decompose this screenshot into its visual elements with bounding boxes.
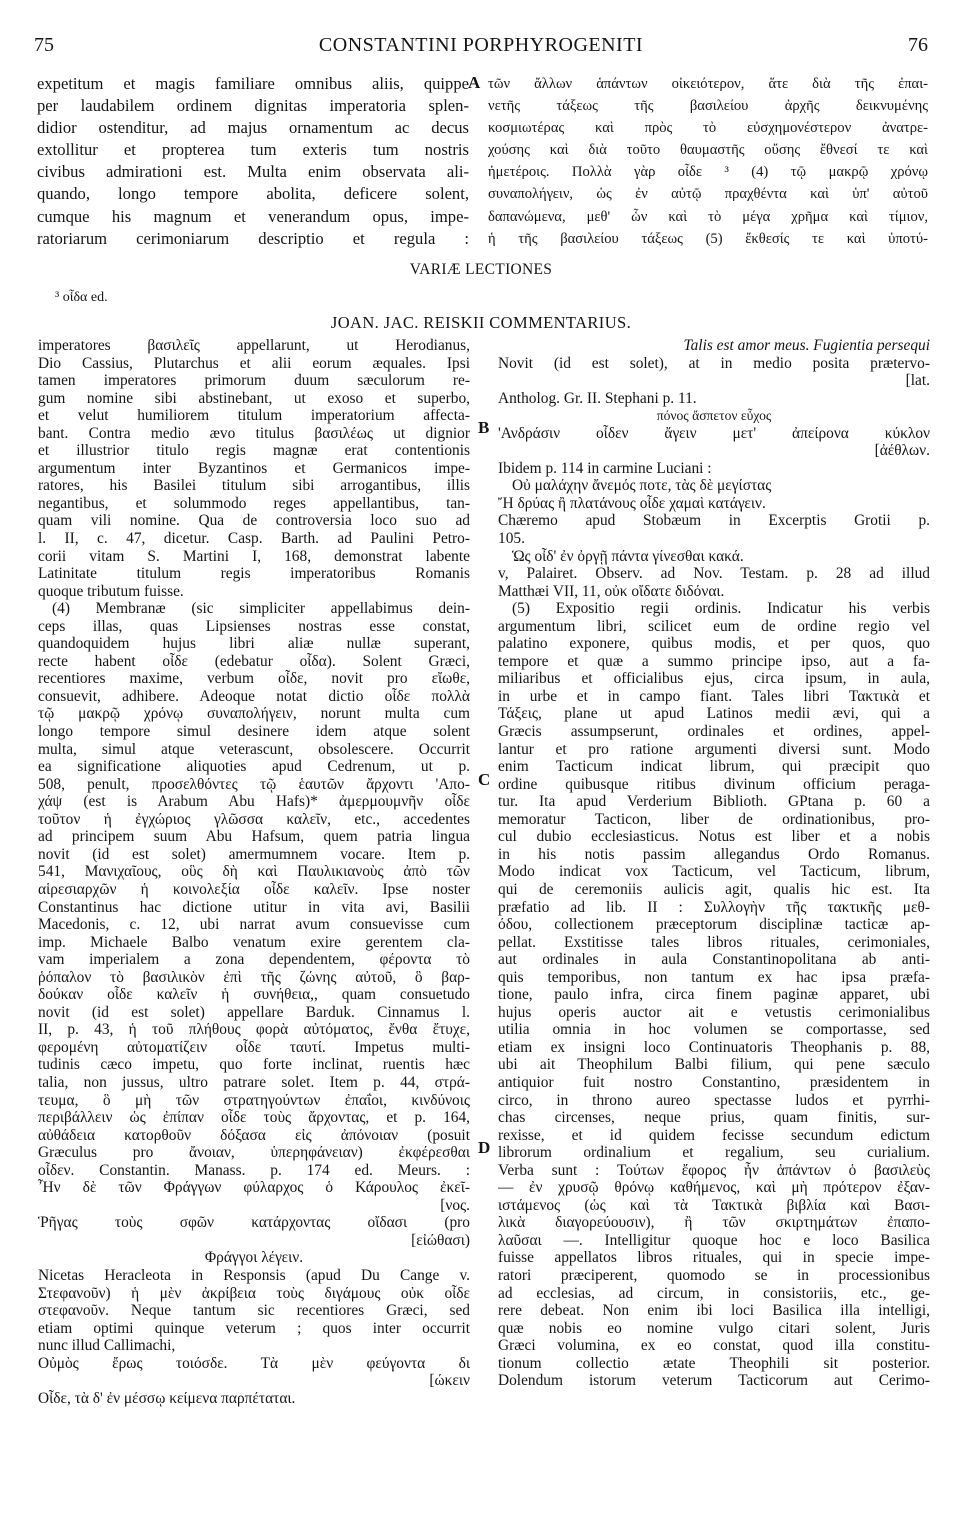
text-line: Οὐ μαλάχην ἄνεμός ποτε, τὰς δὲ μεγίστας <box>512 477 772 495</box>
text-line: quæ nobis eo nomine vulgo citari solent, Juris <box>498 1319 930 1337</box>
greek-text-column <box>488 73 928 250</box>
text-line: Latinitate titulum regis imperatoribus Romanis <box>38 565 470 583</box>
text-line: tione, paulo infra, circa finem paginæ apparet, ubi <box>498 986 930 1004</box>
text-line: Constantinus hac dictione utitur in vita avi, Basilii <box>38 898 470 916</box>
text-line: όδου, collectionem præceptorum disciplinæ tacticæ ap- <box>498 916 930 934</box>
text-line: (5) Expositio regii ordinis. Indicatur his verbis <box>512 600 930 618</box>
text-line: Φράγγοι λέγειν. <box>204 1249 304 1267</box>
text-line: talia, non jussus, ultro patrare solet. Item p. 44, στρά- <box>38 1073 470 1091</box>
text-line: etiam ex insigni loco Continuatoris Theophanis p. 88, <box>498 1038 930 1056</box>
text-line: Οὐμὸς ἔρως τοιόσδε. Τὰ μὲν φεύγοντα δι <box>38 1354 470 1372</box>
text-line: recte habent οἶδε (edebatur οἶδα). Solent Græci, <box>38 652 470 670</box>
text-line: 508, penult, προσελθόντες τῷ ἑαυτῶν ἄρχοντι 'Απο- <box>38 775 470 793</box>
text-line: Στεφανοῦν) ἡ μὲν ἀκρίβεια τοὺς διγάμους οὐκ οἶδε <box>38 1284 470 1302</box>
text-line: II, p. 43, ἡ τοῦ πλήθους φορὰ αὐτόματος, ἔνθα ἔτυχε, <box>38 1021 470 1039</box>
text-line: Ἦν δὲ τῶν Φράγγων φύλαρχος ὁ Κάρουλος ἐκεῖ- <box>38 1179 470 1197</box>
text-line: longo tempore simul desinere idem atque solent <box>38 723 470 741</box>
text-line: στεφανοῦν. Neque tantum sic recentiores Græci, sed <box>38 1302 470 1320</box>
text-line: κοσμιωτέρας καὶ πρὸς τὸ εὐσχημονέστερον ἀνατρε- <box>488 120 928 137</box>
text-line: gum nomine sibi abstinebant, ut exoso et superbo, <box>38 389 470 407</box>
text-line: utilia omnia in hoc volumen se comportasse, sed <box>498 1021 930 1039</box>
text-line: φερομένη αὐτοματίζειν οἶδε ταυτί. Impetus multi- <box>38 1038 470 1056</box>
margin-letter-c: C <box>478 770 491 789</box>
text-line: ceps illas, quas Lipsienses nostras esse constat, <box>38 617 470 635</box>
text-line: 541, Μανιχαῖους, οὓς δὴ καὶ Παυλικιανοὺς ἀπὸ τῶν <box>38 863 470 881</box>
text-line: nunc illud Callimachi, <box>38 1337 176 1355</box>
page-number-left: 75 <box>34 34 54 56</box>
text-line: argumentum libri, scilicet eum de ordine regio vel <box>498 617 930 635</box>
commentary-left-column <box>38 337 470 1407</box>
text-line: Græci volumina, ex eo constat, quod illa constitu- <box>498 1337 930 1355</box>
text-line: v, Palairet. Observ. ad Nov. Testam. p. 28 ad illud <box>498 565 930 583</box>
text-line: pellat. Exstitisse tales libros rituales, cerimoniales, <box>498 933 930 951</box>
text-line: aut ordinales in aula Constantinopolitana ab anti- <box>498 951 930 969</box>
text-line: Chæremo apud Stobæum in Excerptis Grotii p. <box>498 512 930 530</box>
page-number-right: 76 <box>908 34 928 56</box>
text-line: negantibus, et solummodo reges appellantibus, tan- <box>38 494 470 512</box>
text-line: recentiores maxime, verbum οἶδε, novit pro εἴωθε, <box>38 670 470 688</box>
text-line: lantur et pro ratione argumenti diversi sunt. Modo <box>498 740 930 758</box>
text-line: Verba sunt : Τούτων ἔφορος ἦν ἁπάντων ὁ βασιλεὺς <box>498 1161 930 1179</box>
text-line: τοῦτον ἡ ἐγχώριος γλῶσσα καλεῖν, etc., accedentes <box>38 810 470 828</box>
text-line: δαπανώμενα, μεθ' ὧν καὶ τὸ μέγα χρῆμα καὶ τίμιον, <box>488 208 928 225</box>
text-line: consuevit, adhibere. Adeoque notat dictio οἶδε πολλὰ <box>38 687 470 705</box>
text-line: hujus operis auctor ait e vetustis cerimonialibus <box>498 1003 930 1021</box>
margin-letter-a: A <box>468 73 481 92</box>
text-line: 'Ανδράσιν οἶδεν ἄγειν μετ' ἀπείρονα κύκλον <box>498 424 930 442</box>
text-line: quis temporibus, non tantum ex hac ipsa præfa- <box>498 968 930 986</box>
text-line: — ἐν χρυσῷ θρόνῳ καθήμενος, καὶ μὴ πρότερον ἐξαν- <box>498 1179 930 1197</box>
text-line: chas circenses, neque prius, quam finitis, sur- <box>498 1109 930 1127</box>
text-line: fuisse appellatos libros rituales, qui in specie impe- <box>498 1249 930 1267</box>
text-line: Novit (id est solet), at in medio posita prætervo- <box>498 354 930 372</box>
text-line: Nicetas Heracleota in Responsis (apud Du Cange v. <box>38 1266 470 1284</box>
text-line: λικὰ διαγορεύουσιν), ἢ τῶν σκιρτημάτων ἐπαπο- <box>498 1214 930 1232</box>
text-line: δούκαν οἶδε καλεῖν ἡ συνήθεια,, quam consuetudo <box>38 986 470 1004</box>
text-line: civibus admirationi est. Multa enim observata ali- <box>37 162 469 182</box>
text-line: αἱρεσιαρχῶν ἡ κοινολεξία οἶδε καλεῖν. Ipse noster <box>38 880 470 898</box>
text-line: etiam optimi quinque veterum ; quos inter occurrit <box>38 1319 470 1337</box>
text-line: (4) Membranæ (sic simpliciter appellabimus dein- <box>52 600 470 618</box>
text-line: novit (id est solet) amermumnem vocare. Item p. <box>38 845 470 863</box>
running-title: CONSTANTINI PORPHYROGENITI <box>318 34 644 56</box>
text-line: et illustrior titulo regis magnæ erat contentionis <box>38 442 470 460</box>
text-line: ad principem suum Abu Hafsum, quem patria lingua <box>38 828 470 846</box>
text-line: ad ecclesias, ad circum, in consistoriis, etc., ge- <box>498 1284 930 1302</box>
text-line: ἡμετέροις. Πολλὰ γὰρ οἶδε ³ (4) τῷ μακρῷ χρόνῳ <box>488 164 928 181</box>
text-line: ιστάμενος (ὡς καὶ τὰ Τακτικὰ βιβλία καὶ Βασι- <box>498 1196 930 1214</box>
text-line: Matthæi VII, 11, οὐκ οἴδατε διδόναι. <box>498 582 725 600</box>
text-line: Græculus pro ἄνοιαν, ὑπερηφάνειαν) ἐκφέρεσθαι <box>38 1144 470 1162</box>
text-line: multa, simul atque veterascunt, obsolescere. Occurrit <box>38 740 470 758</box>
margin-letter-d: D <box>478 1138 491 1157</box>
variae-lectiones-heading: VARIÆ LECTIONES <box>409 261 553 278</box>
text-line: Ἤ δρύας ἢ πλατάνους οἶδε χαμαὶ κατάγειν. <box>498 494 766 512</box>
text-line: qui de ceremoniis aulicis agit, qualis hic est. Ita <box>498 880 930 898</box>
text-line: Dolendum istorum veterum Tacticorum aut Cerimo- <box>498 1372 930 1390</box>
text-line: τῶν ἄλλων ἁπάντων οἰκειότερον, ἅτε διὰ τῆς ἐπαι- <box>488 76 928 92</box>
text-line: tionum collectio ætate Theophili sit posterior. <box>498 1354 930 1372</box>
text-line: quandoquidem hujus libri aliæ nullæ superant, <box>38 635 470 653</box>
text-line: Talis est amor meus. Fugientia persequi <box>683 337 930 354</box>
latin-text-column <box>37 73 469 250</box>
text-line: ea significatione aliquoties apud Cedrenum, ut p. <box>38 758 470 776</box>
text-line: Ῥῆγας τοὺς σφῶν κατάρχοντας οἴδασι (pro <box>38 1214 470 1232</box>
text-line: ratoriarum cerimoniarum descriptio et regula : <box>37 228 469 248</box>
text-line: quando, longo tempore abolita, deficere solent, <box>37 184 469 204</box>
text-line: per laudabilem ordinem dignitas imperatoria splen- <box>37 96 469 116</box>
text-line: imp. Michaele Balbo venatum exire gerentem cla- <box>38 933 470 951</box>
text-line: tur. Ita apud Verderium Biblioth. GPtana p. 60 a <box>498 793 930 811</box>
text-line: in his notis passim allegandus Ordo Romanus. <box>498 845 930 863</box>
text-line: συναπολήγειν, ὡς ἐν αὐτῷ πραχθέντα καὶ ὑπ' αὐτοῦ <box>488 186 928 203</box>
text-line: Οἶδε, τὰ δ' ἐν μέσσῳ κείμενα παρπέταται. <box>38 1389 296 1407</box>
text-line: tudinis cæco impetu, quo forte inclinat, ruentis hæc <box>38 1056 470 1074</box>
text-line: palatino exponere, quibus modis, et per quos, quo <box>498 635 930 653</box>
text-line: [εἰώθασι) <box>411 1231 470 1249</box>
text-line: in urbe et in campo fiant. Tales libri Τακτικὰ et <box>498 687 930 705</box>
text-line: librorum ordinalium et regalium, seu curialium. <box>498 1144 930 1162</box>
text-line: tempore et quæ a summo principe ipso, aut a fa- <box>498 652 930 670</box>
text-line: χάψ (est is Arabum Abu Hafs)* ἀμερμουμνῆν οἶδε <box>38 793 470 811</box>
text-line: quoque tributum fuisse. <box>38 582 184 600</box>
variant-footnote: ³ οἶδα ed. <box>55 290 108 305</box>
text-line: Antholog. Gr. II. Stephani p. 11. <box>498 389 697 407</box>
text-line: imperatores βασιλεῖς appellarunt, ut Herodianus, <box>38 337 470 354</box>
margin-letter-b: B <box>478 418 490 437</box>
text-line: præfatio ad lib. II : Συλλογὴν τῆς τακτικῆς μεθ- <box>498 898 930 916</box>
text-line: λαῦσαι —. Intelligitur quoque hoc e loco Basilica <box>498 1231 930 1249</box>
text-line: memoratur Tacticon, liber de ordinationibus, pro- <box>498 810 930 828</box>
text-line: enim Tacticum indicat librum, qui præcipit quo <box>498 758 930 776</box>
text-line: χούσης καὶ διὰ τοῦτο θαυμαστῆς οὔσης ἔθνεσί τε καὶ <box>488 142 928 159</box>
text-line: corii vitam S. Martini I, 168, demonstrat labente <box>38 547 470 565</box>
text-line: quam vili nomine. Qua de controversia loco suo ad <box>38 512 470 530</box>
text-line: ubi ait Theophilum Balbi filium, qui pene sæculo <box>498 1056 930 1074</box>
text-line: [ώκειν <box>429 1372 470 1390</box>
text-line: l. II, c. 47, dicetur. Casp. Barth. ad Paulini Petro- <box>38 530 470 548</box>
text-line: Modo indicat vox Tacticum, vel Tacticum, librum, <box>498 863 930 881</box>
text-line: τῷ μακρῷ χρόνῳ συναπολήγειν, norunt multa cum <box>38 705 470 723</box>
text-line: rexisse, et id quidem fecisse secundum edictum <box>498 1126 930 1144</box>
text-line: et velut humiliorem titulum imperatorium affecta- <box>38 407 470 425</box>
text-line: περιβάλλειν ὡς ἐπίπαν οἶδε τοὺς ἄρχοντας, et p. 164, <box>38 1109 470 1127</box>
text-line: Τάξεις, plane ut apud Latinos medii ævi, qui a <box>498 705 930 723</box>
text-line: bant. Contra medio ævo titulus βασιλέως ut dignior <box>38 424 470 442</box>
text-line: 105. <box>498 530 525 548</box>
text-line: ratores, his Basilei titulum sibi arrogantibus, illis <box>38 477 470 495</box>
text-line: rere debeat. Non enim ibi loci Basilica illa intelligi, <box>498 1302 930 1320</box>
text-line: cumque his magnum et venerandum opus, impe- <box>37 206 469 226</box>
text-line: [lat. <box>905 372 930 390</box>
text-line: νετῆς τάξεως τῆς βασιλείου ἀρχῆς δεικνυμένης <box>488 98 928 115</box>
text-line: [ἀέθλων. <box>874 442 930 460</box>
commentary-title: JOAN. JAC. REISKII COMMENTARIUS. <box>330 313 632 332</box>
text-line: novit (id est solet) appellare Barduk. Cinnamus l. <box>38 1003 470 1021</box>
text-line: circo, in throno aureo spectasse ludos et pyrrhi- <box>498 1091 930 1109</box>
text-line: Dio Cassius, Plutarchus et alii eorum æquales. Ipsi <box>38 354 470 372</box>
text-line: ῥόπαλον τὸ βασιλικὸν ἐπὶ τῆς ζώνης αὐτοῦ, ὃ βαρ- <box>38 968 470 986</box>
text-line: didior ostenditur, ad majus ornamentum ac decus <box>37 118 469 138</box>
text-line: ἡ τῆς βασιλείου τάξεως (5) ἔκθεσίς τε καὶ ὑποτύ- <box>488 230 928 247</box>
text-line: τευμα, ὃ μὴ τῶν στρατηγούντων ἐπαΐοι, κινδύνοις <box>38 1091 470 1109</box>
text-line: ratori præciperent, quomodo se in processionibus <box>498 1266 930 1284</box>
text-line: αὐθάδεια κατορθοῦν δόξασα εἰς ἀπόνοιαν (posuit <box>38 1126 470 1144</box>
text-line: [νος. <box>440 1196 470 1214</box>
text-line: οἶδεν. Constantin. Manass. p. 174 ed. Meurs. : <box>38 1161 470 1179</box>
text-line: extollitur et propterea tum exteris tum nostris <box>37 140 469 160</box>
text-line: Ibidem p. 114 in carmine Luciani : <box>498 459 712 477</box>
text-line: tamen imperatores primorum duum sæculorum re- <box>38 372 470 390</box>
text-line: expetitum et magis familiare omnibus aliis, quippe <box>37 74 469 93</box>
text-line: Græcis assumpserunt, ordinales et ordines, appel- <box>498 723 930 741</box>
text-line: argumentum inter Byzantinos et Germanicos impe- <box>38 459 470 477</box>
text-line: cul dubio ecclesiasticus. Notus est liber et a nobis <box>498 828 930 846</box>
text-line: Macedonis, c. 12, ubi narrat avum consuevisse cum <box>38 916 470 934</box>
text-line: miliaribus et officialibus ejus, circa ipsum, in aula, <box>498 670 930 688</box>
text-line: vam imperialem a zona dependentem, φέροντα τὸ <box>38 951 470 969</box>
commentary-right-column <box>498 337 930 1390</box>
text-line: Ὡς οἶδ' ἐν ὀργῇ πάντα γίνεσθαι κακά. <box>512 547 744 565</box>
text-line: antiquior fuit nostro Constantino, præsidentem in <box>498 1073 930 1091</box>
text-line: ordine quibusque ritibus divinum officium peraga- <box>498 775 930 793</box>
text-line: πόνος ἄσπετον εὖχος <box>656 408 772 424</box>
